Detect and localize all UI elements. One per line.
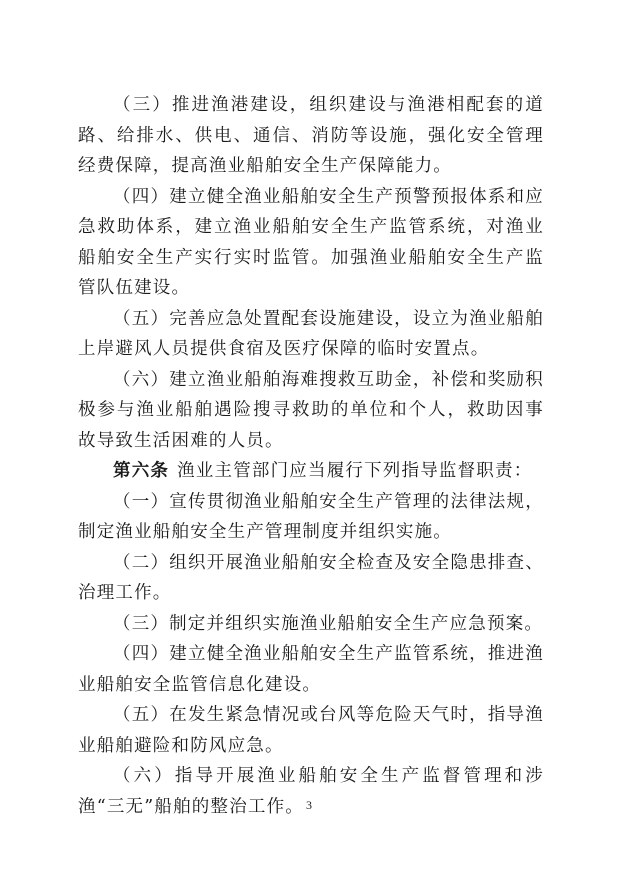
paragraph-text: （三）制定并组织实施渔业船舶安全生产应急预案。 (113, 613, 544, 634)
paragraph-text: （六）指导开展渔业船舶安全生产监督管理和涉渔“三无”船舶的整治工作。 (78, 766, 544, 817)
paragraph-5-emergency-facilities (78, 304, 544, 365)
duty-5-typhoon-guidance (78, 700, 544, 761)
paragraph-text: （四）建立健全渔业船舶安全生产预警预报体系和应急救助体系，建立渔业船舶安全生产监管系统，对渔业船舶安全生产实行实时监管。加强渔业船舶安全生产监管队伍建设。 (78, 186, 544, 298)
article-6-heading (78, 456, 544, 487)
paragraph-text: （三）推进渔港建设，组织建设与渔港相配套的道路、给排水、供电、通信、消防等设施，强化安全管理经费保障，提高渔业船舶安全生产保障能力。 (78, 95, 544, 176)
article-number: 第六条 (113, 461, 170, 481)
paragraph-text: （六）建立渔业船舶海难搜救互助金，补偿和奖励积极参与渔业船舶遇险搜寻救助的单位和个人，救助因事故导致生活困难的人员。 (78, 369, 544, 451)
duty-1-publicize-laws (78, 487, 544, 548)
page-number: 3 (306, 798, 312, 812)
paragraph-4-warning-system (78, 182, 544, 304)
paragraph-text: （二）组织开展渔业船舶安全检查及安全隐患排查、治理工作。 (78, 552, 544, 603)
duty-2-safety-inspection (78, 548, 544, 609)
paragraph-text: （五）完善应急处置配套设施建设，设立为渔业船舶上岸避风人员提供食宿及医疗保障的临时安置点。 (78, 308, 544, 359)
paragraph-text: （四）建立健全渔业船舶安全生产监管系统，推进渔业船舶安全监管信息化建设。 (78, 644, 544, 695)
duty-4-supervision-system (78, 639, 544, 700)
document-body (78, 90, 544, 822)
paragraph-6-rescue-fund (78, 365, 544, 457)
paragraph-3-fishing-port (78, 90, 544, 182)
paragraph-text: 渔业主管部门应当履行下列指导监督职责： (177, 461, 533, 481)
paragraph-text: （五）在发生紧急情况或台风等危险天气时，指导渔业船舶避险和防风应急。 (78, 705, 544, 756)
duty-3-emergency-plan (78, 609, 544, 640)
paragraph-text: （一）宣传贯彻渔业船舶安全生产管理的法律法规，制定渔业船舶安全生产管理制度并组织实施。 (78, 491, 544, 542)
